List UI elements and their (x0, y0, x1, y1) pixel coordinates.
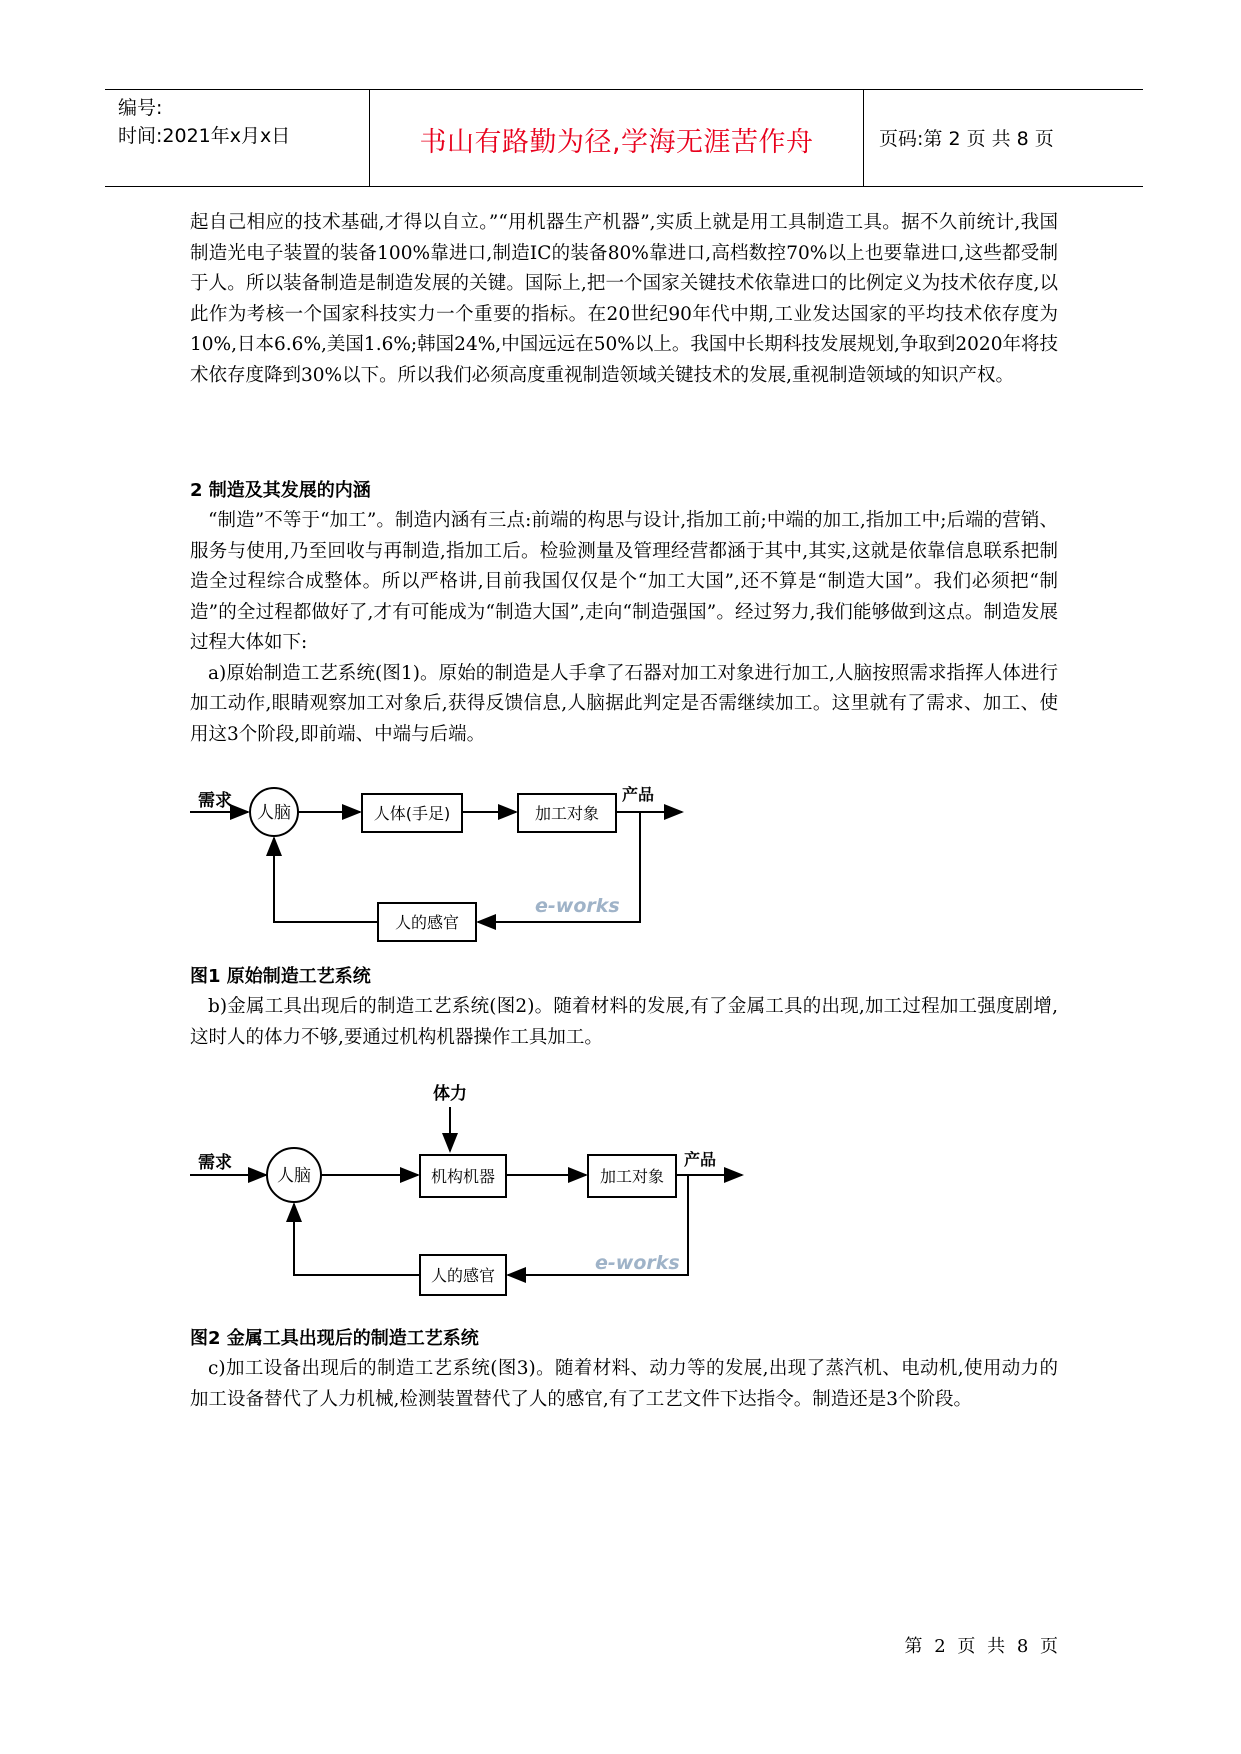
fig1-feedback-return (274, 838, 378, 922)
section-heading: 2 制造及其发展的内涵 (190, 480, 371, 501)
fig1-sense-label: 人的感官 (394, 913, 460, 932)
fig1-watermark: e-works (535, 895, 620, 917)
page-footer: 第 2 页 共 8 页 (904, 1636, 1061, 1657)
paragraph-1: 起自己相应的技术基础,才得以自立。”“用机器生产机器”,实质上就是用工具制造工具。据不久前统计,我国制造光电子装置的装备100%靠进口,制造IC的装备80%靠进口,高档数控70%以上也要靠进口,这些都受制于人。所以装备制造是制造发展的关键。国际上,把一个国家关键技术依靠进口的比例定义为技术依存度,以此作为考核一个国家科技实力一个重要的指标。在20世纪90年代中期,工业发达国家的平均技术依存度为10%,日本6.6%,美国1.6%;韩国24%,中国远远在50%以上。我国中长期科技发展规划,争取到2020年将技术依存度降到30%以下。所以我们必须高度重视制造领域关键技术的发展,重视制造领域的知识产权。 (190, 212, 1058, 386)
figure-1 (190, 780, 710, 949)
fig2-feedback-return (294, 1204, 420, 1275)
paragraph-5: c)加工设备出现后的制造工艺系统(图3)。随着材料、动力等的发展,出现了蒸汽机、电动机,使用动力的加工设备替代了人力机械,检测装置替代了人的感官,有了工艺文件下达指令。制造还是3个阶段。 (190, 1358, 1058, 1410)
fig1-body-label: 人体(手足) (373, 804, 451, 823)
figure-2-diagram (190, 1075, 750, 1305)
figure-1-caption-block (190, 962, 1058, 1053)
paragraph-3: a)原始制造工艺系统(图1)。原始的制造是人手拿了石器对加工对象进行加工,人脑按照需求指挥人体进行加工动作,眼睛观察加工对象后,获得反馈信息,人脑据此判定是否需继续加工。这里就有了需求、加工、使用这3个阶段,即前端、中端与后端。 (190, 662, 1058, 745)
figure-1-diagram (190, 780, 710, 945)
paragraph-block-1 (190, 208, 1058, 391)
fig2-object-label: 加工对象 (599, 1167, 665, 1186)
fig1-object-label: 加工对象 (534, 804, 600, 823)
fig1-brain-label: 人脑 (257, 803, 291, 823)
header-page-number: 页码:第 2 页 共 8 页 (879, 128, 1054, 150)
header-motto-cell (370, 90, 864, 186)
figure-1-caption: 图1 原始制造工艺系统 (190, 966, 371, 987)
fig2-sense-label: 人的感官 (430, 1266, 496, 1285)
fig2-watermark: e-works (595, 1252, 680, 1274)
fig2-machine-label: 机构机器 (430, 1167, 496, 1186)
fig2-power-label: 体力 (433, 1084, 467, 1104)
fig1-output-label: 产品 (622, 785, 655, 804)
header-time: 时间:2021年x月x日 (118, 125, 291, 147)
fig2-output-label: 产品 (684, 1150, 717, 1169)
header-meta-cell (105, 90, 370, 186)
page-header (105, 89, 1143, 187)
paragraph-2: “制造”不等于“加工”。制造内涵有三点:前端的构思与设计,指加工前;中端的加工,指加工中;后端的营销、服务与使用,乃至回收与再制造,指加工后。检验测量及管理经营都涵于其中,其实,这就是依靠信息联系把制造全过程综合成整体。所以严格讲,目前我国仅仅是个“加工大国”,还不算是“制造大国”。我们必须把“制造”的全过程都做好了,才有可能成为“制造大国”,走向“制造强国”。经过努力,我们能够做到这点。制造发展过程大体如下: (190, 510, 1058, 653)
fig1-input-label: 需求 (198, 791, 232, 811)
fig2-input-label: 需求 (198, 1153, 232, 1173)
figure-2-caption-block (190, 1324, 1058, 1415)
header-page-cell (865, 90, 1143, 186)
paragraph-4: b)金属工具出现后的制造工艺系统(图2)。随着材料的发展,有了金属工具的出现,加工过程加工强度剧增,这时人的体力不够,要通过机构机器操作工具加工。 (190, 996, 1058, 1048)
section-2 (190, 476, 1058, 750)
fig2-brain-label: 人脑 (277, 1166, 311, 1186)
figure-2-caption: 图2 金属工具出现后的制造工艺系统 (190, 1328, 479, 1349)
header-motto: 书山有路勤为径,学海无涯苦作舟 (419, 127, 814, 158)
figure-2 (190, 1075, 750, 1309)
header-number: 编号: (118, 97, 163, 119)
